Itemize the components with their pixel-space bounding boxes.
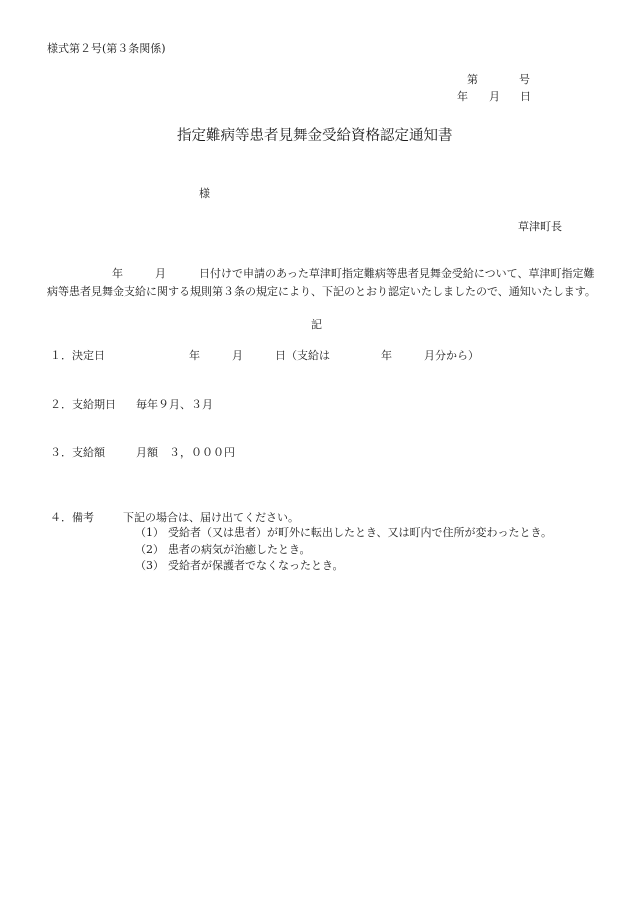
body-month: 月 [155, 267, 166, 280]
payment-amount-value: 月額 ３，０００円 [136, 446, 235, 459]
document-title: 指定難病等患者見舞金受給資格認定通知書 [177, 128, 453, 144]
remark-case-3-text: 受給者が保護者でなくなったとき。 [168, 559, 344, 572]
addressee-honorific: 様 [199, 187, 210, 200]
remark-case-1-num: （1） [135, 526, 164, 539]
number-suffix: 号 [519, 73, 530, 86]
remark-case-1-text: 受給者（又は患者）が町外に転出したとき、又は町内で住所が変わったとき。 [168, 526, 553, 539]
remark-case-2-num: （2） [135, 543, 164, 556]
payment-month: 月分から） [424, 349, 479, 362]
date-month: 月 [489, 90, 500, 103]
remarks-intro: 下記の場合は、届け出てください。 [123, 511, 299, 524]
ki-label: 記 [311, 318, 322, 331]
payment-period-value: 毎年９月、３月 [136, 398, 213, 411]
date-day: 日 [520, 90, 531, 103]
body-line-1: 日付けで申請のあった草津町指定難病等患者見舞金受給について、草津町指定難 [199, 267, 595, 280]
remarks-label: ４．備考 [50, 511, 94, 524]
payment-period-label: ２．支給期日 [50, 398, 116, 411]
decision-date-label: １．決定日 [50, 349, 105, 362]
body-year: 年 [112, 267, 123, 280]
decision-day-payment: 日（支給は [275, 349, 330, 362]
decision-year: 年 [189, 349, 200, 362]
number-prefix: 第 [467, 73, 478, 86]
date-year: 年 [457, 90, 468, 103]
remark-case-2-text: 患者の病気が治癒したとき。 [168, 543, 311, 556]
body-line-2: 病等患者見舞金支給に関する規則第３条の規定により、下記のとおり認定いたしましたので、通知いたします。 [47, 285, 596, 298]
issuer: 草津町長 [518, 220, 562, 233]
form-label: 様式第２号(第３条関係) [47, 42, 166, 55]
remark-case-3-num: （3） [135, 559, 164, 572]
payment-year: 年 [381, 349, 392, 362]
payment-amount-label: ３．支給額 [50, 446, 105, 459]
decision-month: 月 [232, 349, 243, 362]
